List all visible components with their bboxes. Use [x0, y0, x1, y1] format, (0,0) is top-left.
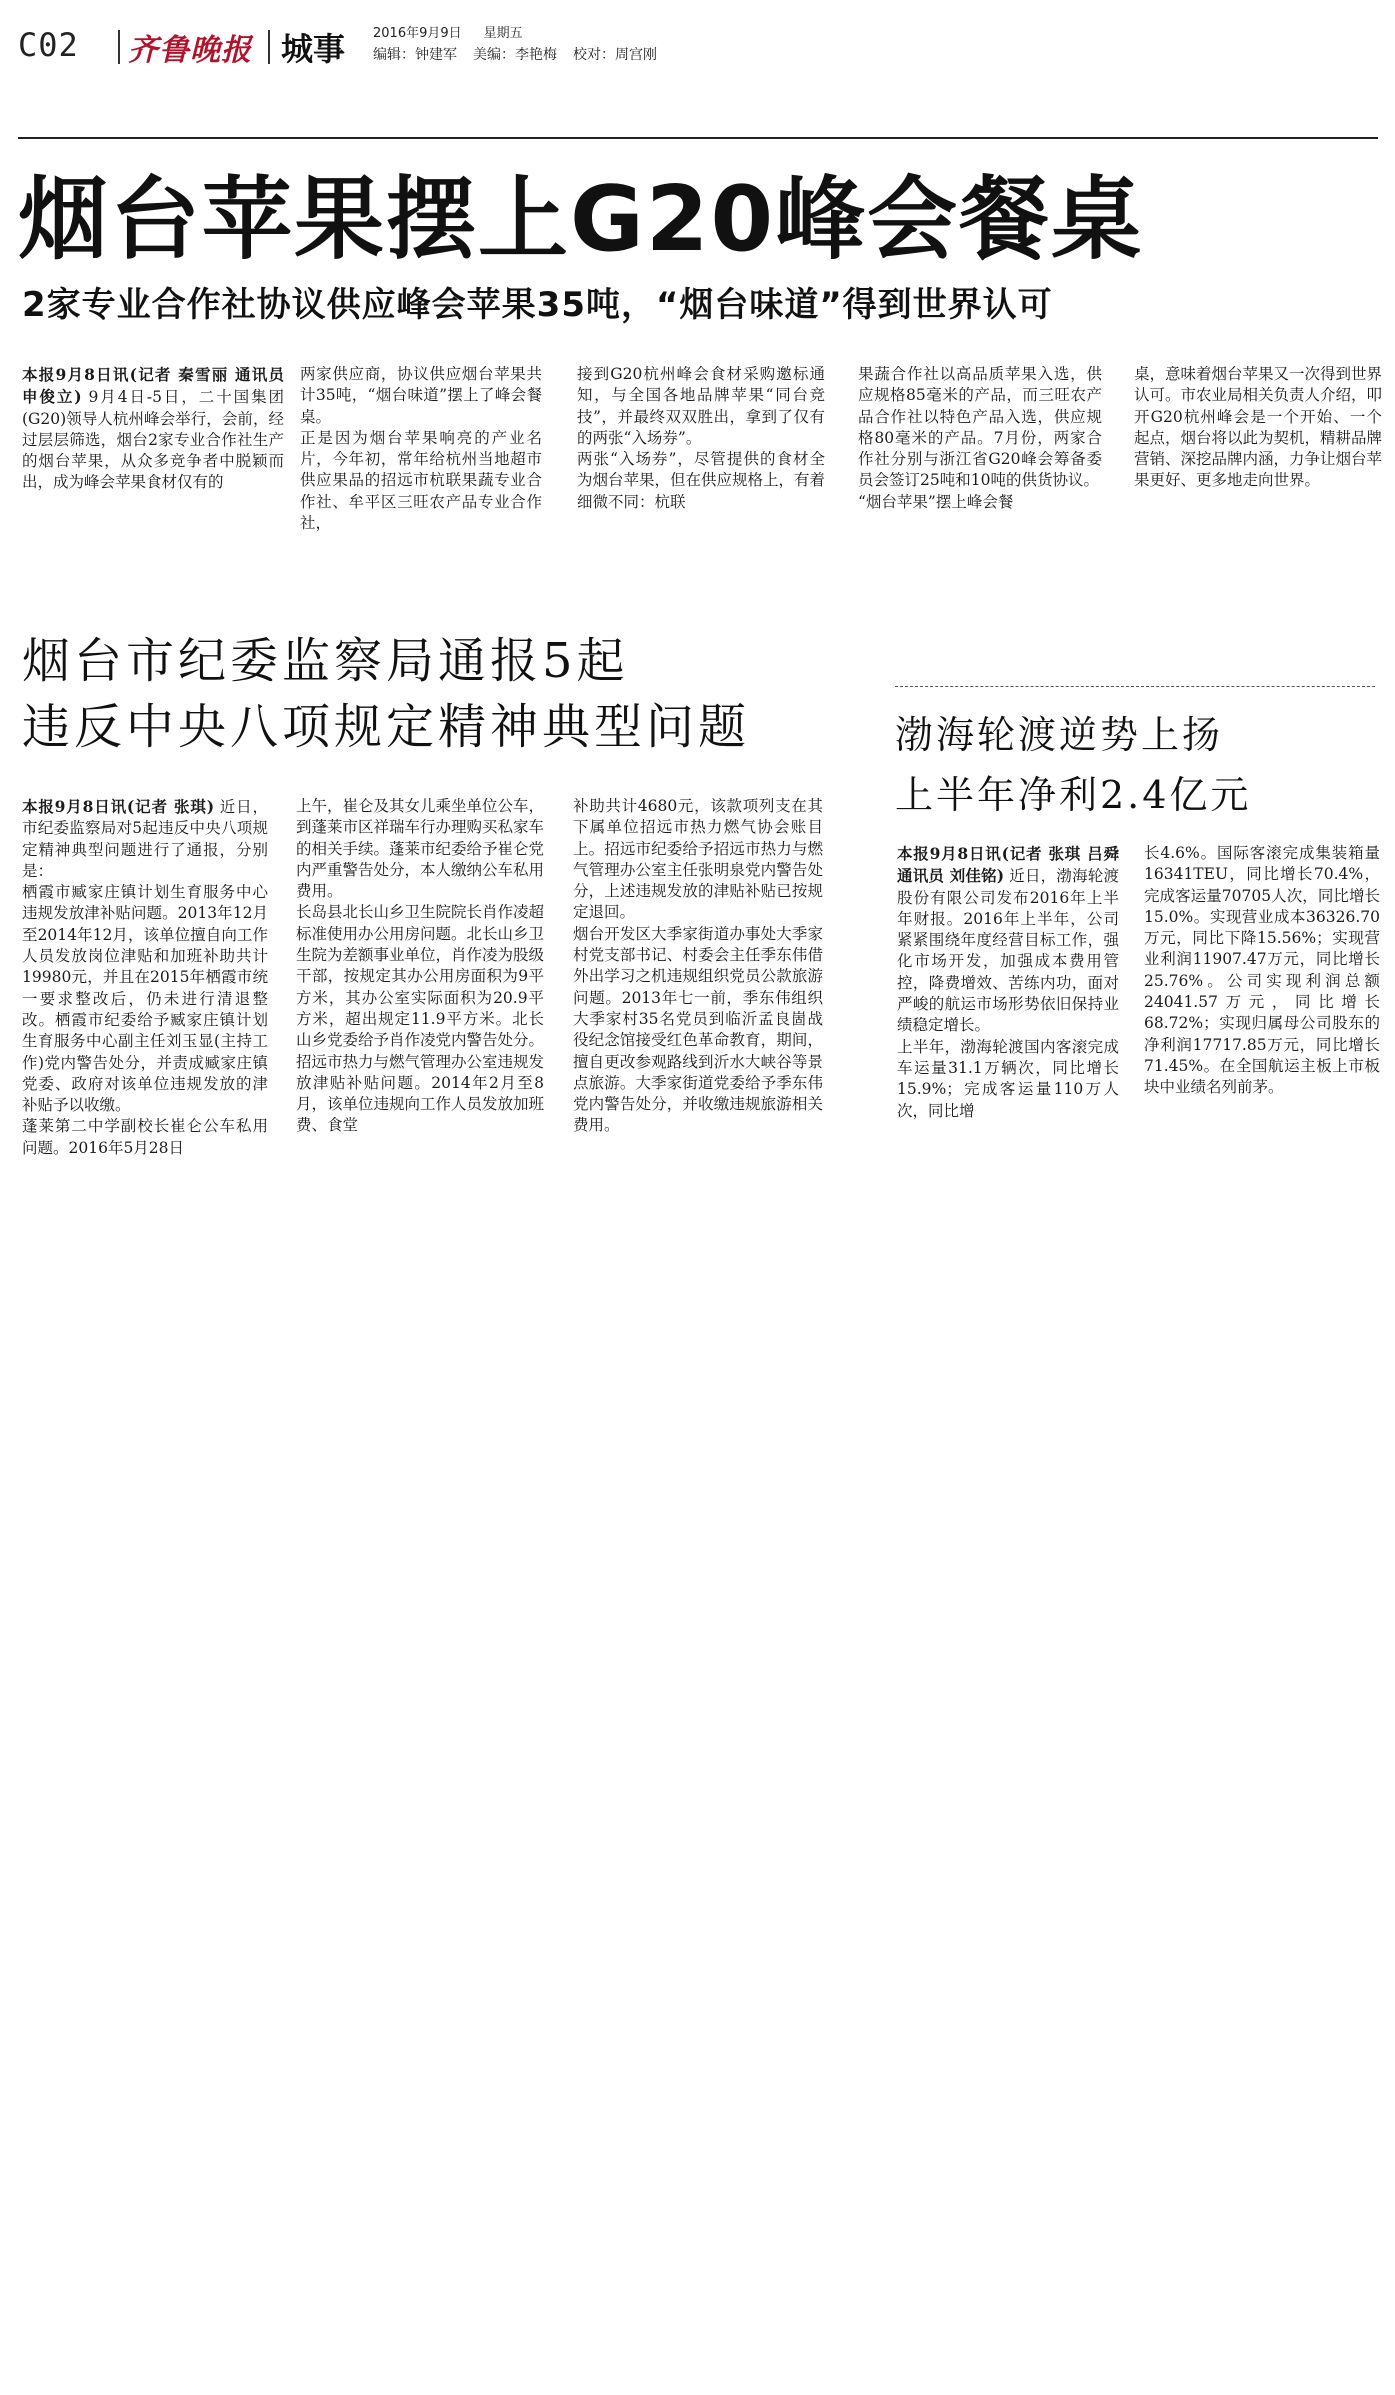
story3-column-text: 近日，渤海轮渡股份有限公司发布2016年上半年财报。2016年上半年，公司紧紧围绕年度经营目标工作，强化市场开发，加强成本费用管控，降费增效、苦练内功，面对严峻的航运市场形势依旧保持业绩稳定增长。 上半年，渤海轮渡国内客滚完成车运量31.1万辆次，同比增长15.9%；完成客运量110万人次，同比增	[897, 867, 1119, 1120]
top-rule	[18, 137, 1378, 139]
issue-date-line	[373, 22, 545, 41]
story2-headline-line-2: 违反中央八项规定精神典型问题	[22, 699, 751, 755]
story1-dateline: 本报9月8日讯(记者 秦雪丽 通讯员 申俊立)	[22, 365, 284, 407]
story1-headline: 烟台苹果摆上G20峰会餐桌	[18, 167, 1144, 272]
story3-column-2: 长4.6%。国际客滚完成集装箱量16341TEU，同比增长70.4%，完成客运量70705人次，同比增长15.0%。实现营业成本36326.70万元，同比下降15.56%；实现营业利润11907.47万元，同比增长25.76%。公司实现利润总额24041.57万元，同比增长68.72%；实现归属母公司股东的净利润17717.85万元，同比增长71.45%。在全国航运主板上市板块中业绩名列前茅。	[1144, 844, 1380, 1097]
story3-headline-line-2: 上半年净利2.4亿元	[895, 773, 1252, 817]
staff-credits	[373, 44, 673, 64]
editor-credit: 编辑：钟建军	[373, 47, 457, 63]
issue-weekday: 星期五	[483, 26, 523, 41]
story2-column-2: 上午，崔仑及其女儿乘坐单位公车，到蓬莱市区祥瑞车行办理购买私家车的相关手续。蓬莱市纪委给予崔仑党内严重警告处分，本人缴纳公车私用费用。 长岛县北长山乡卫生院院长肖作凌超标准使用办公用房问题。北长山乡卫生院为差额事业单位，肖作凌为股级干部，按规定其办公用房面积为9平方米，其办公室实际面积为20.9平方米，超出规定11.9平方米。北长山乡党委给予肖作凌党内警告处分。 招远市热力与燃气管理办公室违规发放津贴补贴问题。2014年2月至8月，该单位违规向工作人员发放加班费、食堂	[296, 797, 544, 1135]
section-title: 城事	[281, 30, 346, 68]
story3-dateline: 本报9月8日讯(记者 张琪 吕舜 通讯员 刘佳铭)	[897, 844, 1119, 886]
story1-column-3: 接到G20杭州峰会食材采购邀标通知，与全国各地品牌苹果“同台竞技”，并最终双双胜出，拿到了仅有的两张“入场券”。 两张“入场券”，尽管提供的食材全为烟台苹果，但在供应规格上，有着细微不同：杭联	[577, 365, 825, 511]
story1-subheadline: 2家专业合作社协议供应峰会苹果35吨，“烟台味道”得到世界认可	[22, 285, 1053, 325]
issue-date: 2016年9月9日	[373, 26, 462, 41]
story2-headline-line-1: 烟台市纪委监察局通报5起	[22, 633, 629, 689]
page-number: C02	[18, 26, 79, 64]
story2-dateline: 本报9月8日讯(记者 张琪)	[22, 797, 215, 816]
masthead	[18, 22, 1378, 74]
masthead-divider	[268, 30, 270, 64]
art-editor-credit: 美编：李艳梅	[473, 47, 557, 63]
story1-column-5: 桌，意味着烟台苹果又一次得到世界认可。市农业局相关负责人介绍，叩开G20杭州峰会是一个开始、一个起点，烟台将以此为契机，精耕品牌营销、深挖品牌内涵，力争让烟台苹果更好、更多地走向世界。	[1134, 365, 1382, 490]
story3-column-1	[897, 843, 1119, 1243]
story3-headline	[895, 705, 1251, 825]
story3-top-rule	[895, 686, 1375, 687]
story1-column-1	[22, 364, 284, 579]
story2-column-3: 补助共计4680元，该款项列支在其下属单位招远市热力燃气协会账目上。招远市纪委给予招远市热力与燃气管理办公室主任张明泉党内警告处分，上述违规发放的津贴补贴已按规定退回。 烟台开发区大季家街道办事处大季家村党支部书记、村委会主任季东伟借外出学习之机违规组织党员公款旅游问题。2013年七一前，季东伟组织大季家村35名党员到临沂孟良崮战役纪念馆接受红色革命教育，期间，擅自更改参观路线到沂水大峡谷等景点旅游。大季家街道党委给予季东伟党内警告处分，并收缴违规旅游相关费用。	[573, 797, 823, 1135]
masthead-divider	[118, 30, 120, 64]
story2-headline	[22, 628, 750, 760]
story1-column-4: 果蔬合作社以高品质苹果入选，供应规格85毫米的产品，而三旺农产品合作社以特色产品入选，供应规格80毫米的产品。7月份，两家合作社分别与浙江省G20峰会筹备委员会签订25吨和10吨的供货协议。 “烟台苹果”摆上峰会餐	[858, 365, 1102, 511]
story2-column-1	[22, 796, 268, 1248]
proofreader-credit: 校对：周宫刚	[573, 47, 657, 63]
story1-column-text: 9月4日-5日，二十国集团(G20)领导人杭州峰会举行，会前，经过层层筛选，烟台2家专业合作社生产的烟台苹果，从众多竞争者中脱颖而出，成为峰会苹果食材仅有的	[22, 388, 284, 492]
story1-column-2: 两家供应商，协议供应烟台苹果共计35吨，“烟台味道”摆上了峰会餐桌。 正是因为烟台苹果响亮的产业名片，今年初，常年给杭州当地超市供应果品的招远市杭联果蔬专业合作社、牟平区三旺农产品专业合作社，	[300, 365, 542, 533]
story2-column-text: 近日，市纪委监察局对5起违反中央八项规定精神典型问题进行了通报，分别是： 栖霞市臧家庄镇计划生育服务中心违规发放津补贴问题。2013年12月至2014年12月，该单位擅自向工作人员发放岗位津贴和加班补助共计19980元，并且在2015年栖霞市统一要求整改后，仍未进行清退整改。栖霞市纪委给予臧家庄镇计划生育服务中心副主任刘玉显(主持工作)党内警告处分，并责成臧家庄镇党委、政府对该单位违规发放的津补贴予以收缴。 蓬莱第二中学副校长崔仑公车私用问题。2016年5月28日	[22, 798, 268, 1157]
story3-headline-line-1: 渤海轮渡逆势上扬	[895, 713, 1224, 757]
newspaper-logo: 齐鲁晚报	[128, 33, 252, 68]
